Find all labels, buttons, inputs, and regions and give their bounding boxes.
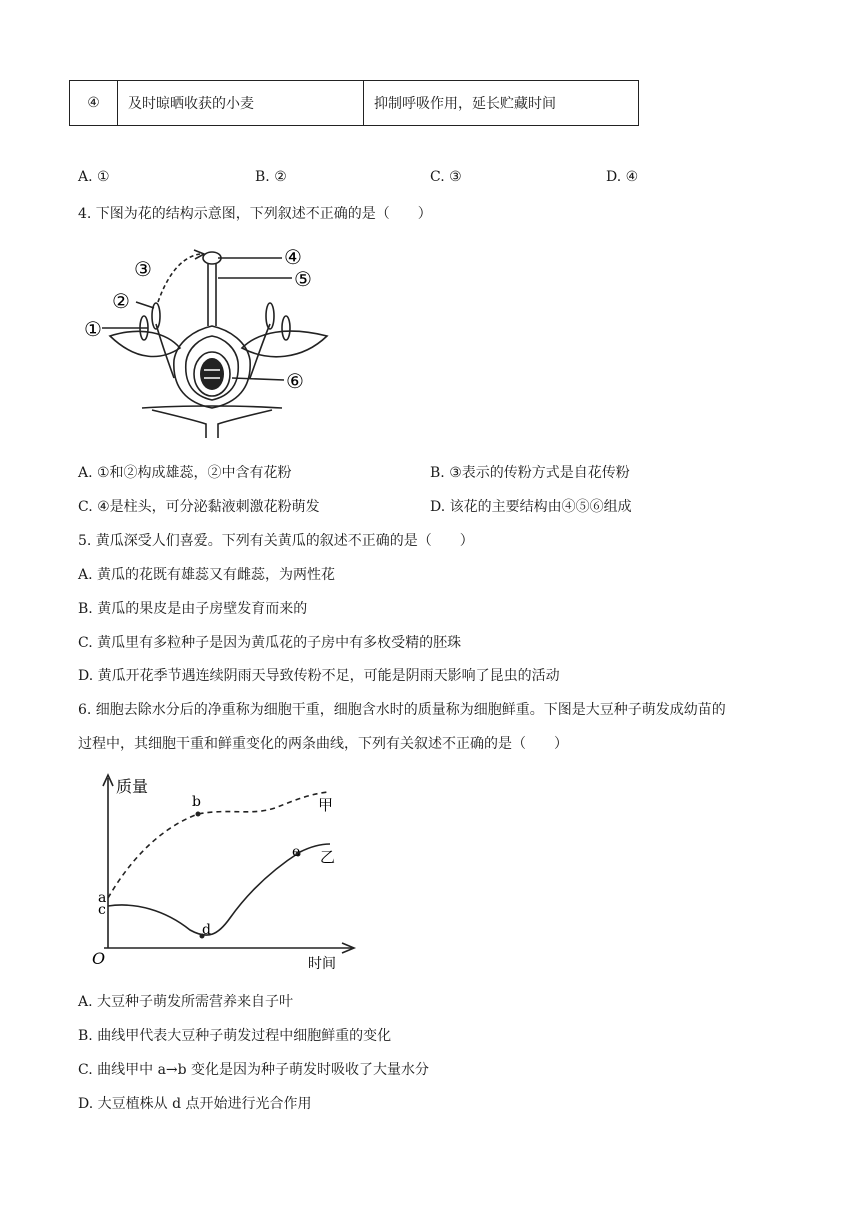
point-c-label: c: [98, 902, 106, 918]
table-cell-measure: 及时晾晒收获的小麦: [118, 81, 364, 126]
q5-option-a[interactable]: A. 黄瓜的花既有雄蕊又有雌蕊，为两性花: [78, 567, 336, 583]
origin-label: O: [92, 949, 106, 968]
q6-option-c[interactable]: C. 曲线甲中 a→b 变化是因为种子萌发时吸收了大量水分: [78, 1062, 430, 1078]
point-b: [196, 812, 201, 817]
q5-option-c[interactable]: C. 黄瓜里有多粒种子是因为黄瓜花的子房中有多枚受精的胚珠: [78, 635, 462, 651]
label-3: ③: [134, 257, 152, 281]
table-row: [70, 81, 639, 126]
mass-time-chart: [90, 770, 380, 970]
table-cell-num: ④: [70, 81, 118, 126]
label-2: ②: [112, 289, 130, 313]
q6-option-d[interactable]: D. 大豆植株从 d 点开始进行光合作用: [78, 1096, 312, 1112]
x-axis-label: 时间: [308, 956, 336, 970]
q3-option-c[interactable]: C. ③: [430, 169, 462, 185]
q3-option-d[interactable]: D. ④: [606, 169, 639, 185]
q4-stem: 4. 下图为花的结构示意图，下列叙述不正确的是（ ）: [78, 206, 432, 222]
label-1: ①: [84, 317, 102, 341]
series-jia-label: 甲: [318, 796, 334, 814]
label-5: ⑤: [294, 267, 312, 291]
point-b-label: b: [192, 794, 201, 810]
point-e-label: e: [292, 844, 301, 860]
q6-stem-line1: 6. 细胞去除水分后的净重称为细胞干重，细胞含水时的质量称为细胞鲜重。下图是大豆种子萌发成幼苗的: [78, 702, 726, 718]
measures-table: [69, 80, 639, 126]
q4-option-d[interactable]: D. 该花的主要结构由④⑤⑥组成: [430, 499, 632, 515]
q6-stem-line2: 过程中，其细胞干重和鲜重变化的两条曲线，下列有关叙述不正确的是（ ）: [78, 736, 568, 752]
q5-stem: 5. 黄瓜深受人们喜爱。下列有关黄瓜的叙述不正确的是（ ）: [78, 533, 474, 549]
point-d-label: d: [202, 922, 211, 938]
series-yi-label: 乙: [320, 848, 336, 866]
q3-option-b[interactable]: B. ②: [255, 169, 287, 185]
flower-structure-diagram: [82, 238, 342, 444]
q4-option-a[interactable]: A. ①和②构成雄蕊，②中含有花粉: [78, 465, 292, 481]
label-6: ⑥: [286, 369, 304, 393]
q5-option-b[interactable]: B. 黄瓜的果皮是由子房壁发育而来的: [78, 601, 308, 617]
point-a-label: a: [98, 890, 107, 906]
label-4: ④: [284, 245, 302, 269]
q6-option-a[interactable]: A. 大豆种子萌发所需营养来自子叶: [78, 994, 294, 1010]
q3-option-a[interactable]: A. ①: [78, 169, 110, 185]
q5-option-d[interactable]: D. 黄瓜开花季节遇连续阴雨天导致传粉不足，可能是阴雨天影响了昆虫的活动: [78, 668, 560, 684]
y-axis-label: 质量: [116, 777, 149, 796]
q6-option-b[interactable]: B. 曲线甲代表大豆种子萌发过程中细胞鲜重的变化: [78, 1028, 392, 1044]
table-cell-purpose: 抑制呼吸作用，延长贮藏时间: [364, 81, 639, 126]
q4-option-b[interactable]: B. ③表示的传粉方式是自花传粉: [430, 465, 630, 481]
q4-option-c[interactable]: C. ④是柱头，可分泌黏液刺激花粉萌发: [78, 499, 320, 515]
